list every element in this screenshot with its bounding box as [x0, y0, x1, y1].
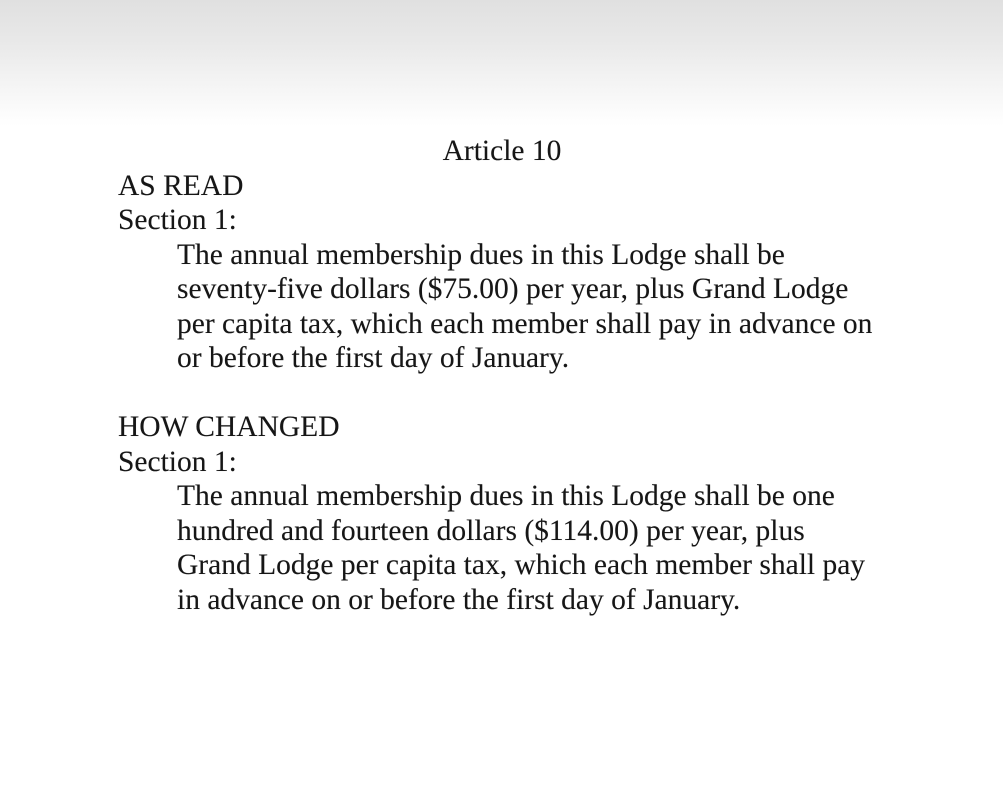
- paragraph-line: seventy-five dollars ($75.00) per year, plus Grand Lodge: [177, 273, 849, 305]
- blank-line: [118, 376, 886, 411]
- section-heading-as-read: AS READ: [118, 169, 244, 202]
- paragraph-line: The annual membership dues in this Lodge shall be one: [177, 480, 835, 512]
- document-content: [118, 134, 886, 617]
- section-label-how-changed: Section 1:: [118, 445, 237, 478]
- paragraph-line: The annual membership dues in this Lodge shall be: [177, 238, 785, 271]
- paragraph-line: in advance on or before the first day of January.: [177, 583, 741, 616]
- paragraph-line: Grand Lodge per capita tax, which each member shall pay: [177, 549, 866, 581]
- paragraph-how-changed: [118, 479, 886, 617]
- page-top-shading: [0, 0, 1003, 126]
- section-heading-how-changed: HOW CHANGED: [118, 411, 340, 443]
- article-title: Article 10: [442, 135, 562, 167]
- paragraph-as-read: [118, 238, 886, 376]
- paragraph-line: or before the first day of January.: [177, 342, 570, 374]
- paragraph-line: per capita tax, which each member shall pay in advance on: [177, 307, 873, 340]
- section-label-as-read: Section 1:: [118, 204, 237, 236]
- paragraph-line: hundred and fourteen dollars ($114.00) per year, plus: [177, 514, 805, 547]
